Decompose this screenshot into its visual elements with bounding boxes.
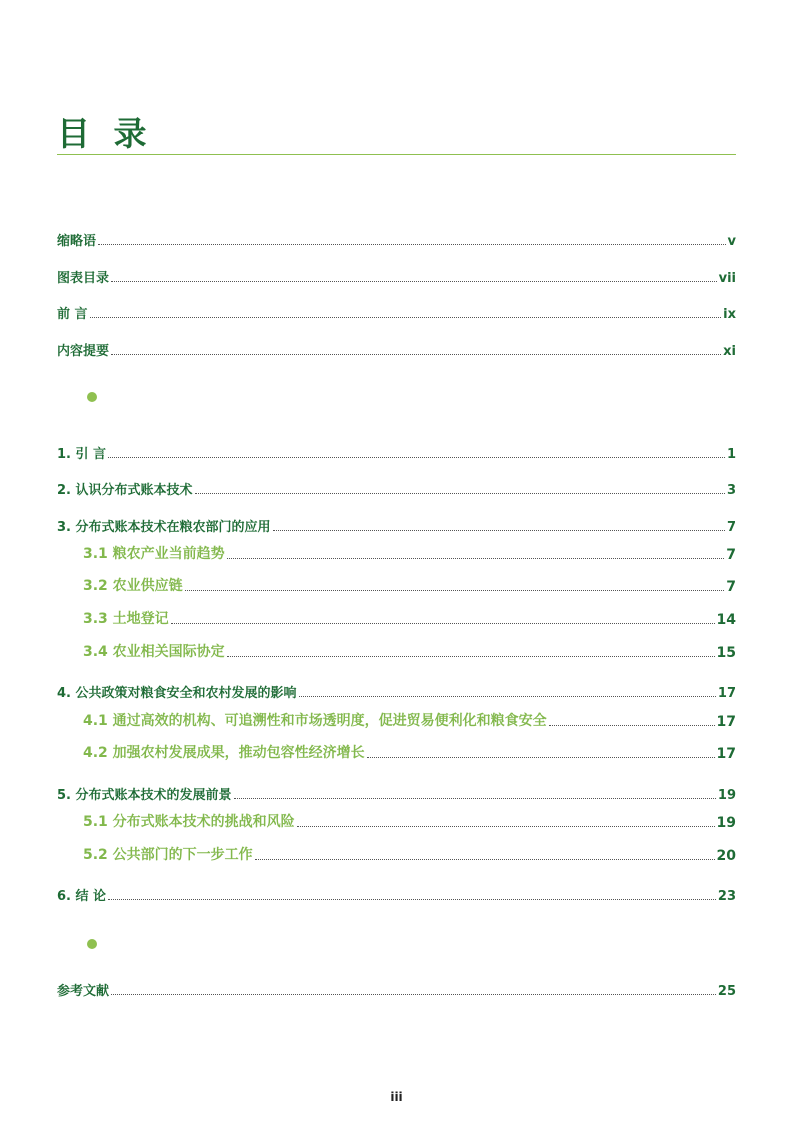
toc-label: 1. 引 言 bbox=[57, 447, 107, 462]
dot-leader bbox=[299, 696, 716, 697]
dot-leader bbox=[90, 317, 722, 318]
toc-page: 17 bbox=[717, 686, 736, 701]
toc-page: 19 bbox=[717, 788, 736, 803]
toc-entry-references[interactable] bbox=[57, 979, 736, 999]
title-divider bbox=[57, 154, 736, 155]
toc-page: ix bbox=[723, 307, 736, 322]
section-bullet bbox=[87, 939, 97, 949]
dot-leader bbox=[297, 826, 715, 827]
toc-label: 3.1 粮农产业当前趋势 bbox=[83, 546, 225, 562]
dot-leader bbox=[273, 530, 725, 531]
section-bullet bbox=[87, 392, 97, 402]
dot-leader bbox=[111, 354, 721, 355]
dot-leader bbox=[195, 493, 725, 494]
toc-entry-section-5-1[interactable] bbox=[83, 811, 736, 831]
dot-leader bbox=[367, 757, 715, 758]
toc-page: 15 bbox=[716, 645, 736, 661]
dot-leader bbox=[549, 725, 715, 726]
toc-entry-chapter-5[interactable] bbox=[57, 783, 736, 803]
dot-leader bbox=[227, 558, 725, 559]
toc-page: v bbox=[727, 234, 736, 249]
toc-entry-chapter-2[interactable] bbox=[57, 478, 736, 498]
toc-entry-chapter-6[interactable] bbox=[57, 884, 736, 904]
toc-label: 3. 分布式账本技术在粮农部门的应用 bbox=[57, 520, 271, 535]
toc-label: 内容提要 bbox=[57, 344, 110, 359]
toc-page: vii bbox=[718, 271, 736, 286]
toc-page: 7 bbox=[726, 520, 736, 535]
toc-entry-abbreviations[interactable] bbox=[57, 229, 736, 249]
toc-entry-section-4-2[interactable] bbox=[83, 742, 736, 762]
toc-page: xi bbox=[723, 344, 736, 359]
page-title: 目 录 bbox=[57, 114, 153, 153]
toc-label: 前 言 bbox=[57, 307, 88, 322]
toc-entry-section-5-2[interactable] bbox=[83, 844, 736, 864]
toc-page: 19 bbox=[716, 815, 736, 831]
dot-leader bbox=[98, 244, 726, 245]
toc-page: 23 bbox=[717, 889, 736, 904]
dot-leader bbox=[108, 457, 725, 458]
toc-page: 14 bbox=[716, 612, 736, 628]
page-number: iii bbox=[390, 1090, 403, 1104]
toc-page: 17 bbox=[716, 746, 736, 762]
dot-leader bbox=[171, 623, 715, 624]
toc-label: 4.2 加强农村发展成果，推动包容性经济增长 bbox=[83, 745, 365, 761]
toc-entry-figures-tables[interactable] bbox=[57, 266, 736, 286]
dot-leader bbox=[108, 899, 716, 900]
toc-entry-section-3-1[interactable] bbox=[83, 543, 736, 563]
toc-page: 3 bbox=[726, 483, 736, 498]
toc-entry-section-3-2[interactable] bbox=[83, 575, 736, 595]
toc-label: 图表目录 bbox=[57, 271, 110, 286]
toc-entry-chapter-4[interactable] bbox=[57, 681, 736, 701]
toc-label: 3.4 农业相关国际协定 bbox=[83, 644, 225, 660]
dot-leader bbox=[227, 656, 715, 657]
toc-label: 5.2 公共部门的下一步工作 bbox=[83, 847, 253, 863]
dot-leader bbox=[111, 994, 716, 995]
toc-entry-chapter-1[interactable] bbox=[57, 442, 736, 462]
dot-leader bbox=[234, 798, 716, 799]
toc-page: 17 bbox=[716, 714, 736, 730]
toc-page: 7 bbox=[726, 579, 736, 595]
toc-entry-foreword[interactable] bbox=[57, 302, 736, 322]
toc-label: 4. 公共政策对粮食安全和农村发展的影响 bbox=[57, 686, 297, 701]
toc-page: 20 bbox=[716, 848, 736, 864]
dot-leader bbox=[111, 281, 717, 282]
toc-label: 参考文献 bbox=[57, 984, 110, 999]
toc-entry-section-3-4[interactable] bbox=[83, 641, 736, 661]
toc-label: 4.1 通过高效的机构、可追溯性和市场透明度，促进贸易便利化和粮食安全 bbox=[83, 713, 547, 729]
toc-label: 5.1 分布式账本技术的挑战和风险 bbox=[83, 814, 295, 830]
toc-label: 6. 结 论 bbox=[57, 889, 107, 904]
toc-page: 1 bbox=[726, 447, 736, 462]
toc-entry-section-3-3[interactable] bbox=[83, 608, 736, 628]
toc-label: 3.2 农业供应链 bbox=[83, 578, 183, 594]
toc-page: 7 bbox=[726, 547, 736, 563]
toc-entry-section-4-1[interactable] bbox=[83, 710, 736, 730]
dot-leader bbox=[255, 859, 715, 860]
toc-label: 2. 认识分布式账本技术 bbox=[57, 483, 193, 498]
toc-entry-summary[interactable] bbox=[57, 339, 736, 359]
toc-label: 5. 分布式账本技术的发展前景 bbox=[57, 788, 232, 803]
toc-entry-chapter-3[interactable] bbox=[57, 515, 736, 535]
toc-label: 3.3 土地登记 bbox=[83, 611, 169, 627]
dot-leader bbox=[185, 590, 725, 591]
toc-label: 缩略语 bbox=[57, 234, 97, 249]
toc-page: 25 bbox=[717, 984, 736, 999]
